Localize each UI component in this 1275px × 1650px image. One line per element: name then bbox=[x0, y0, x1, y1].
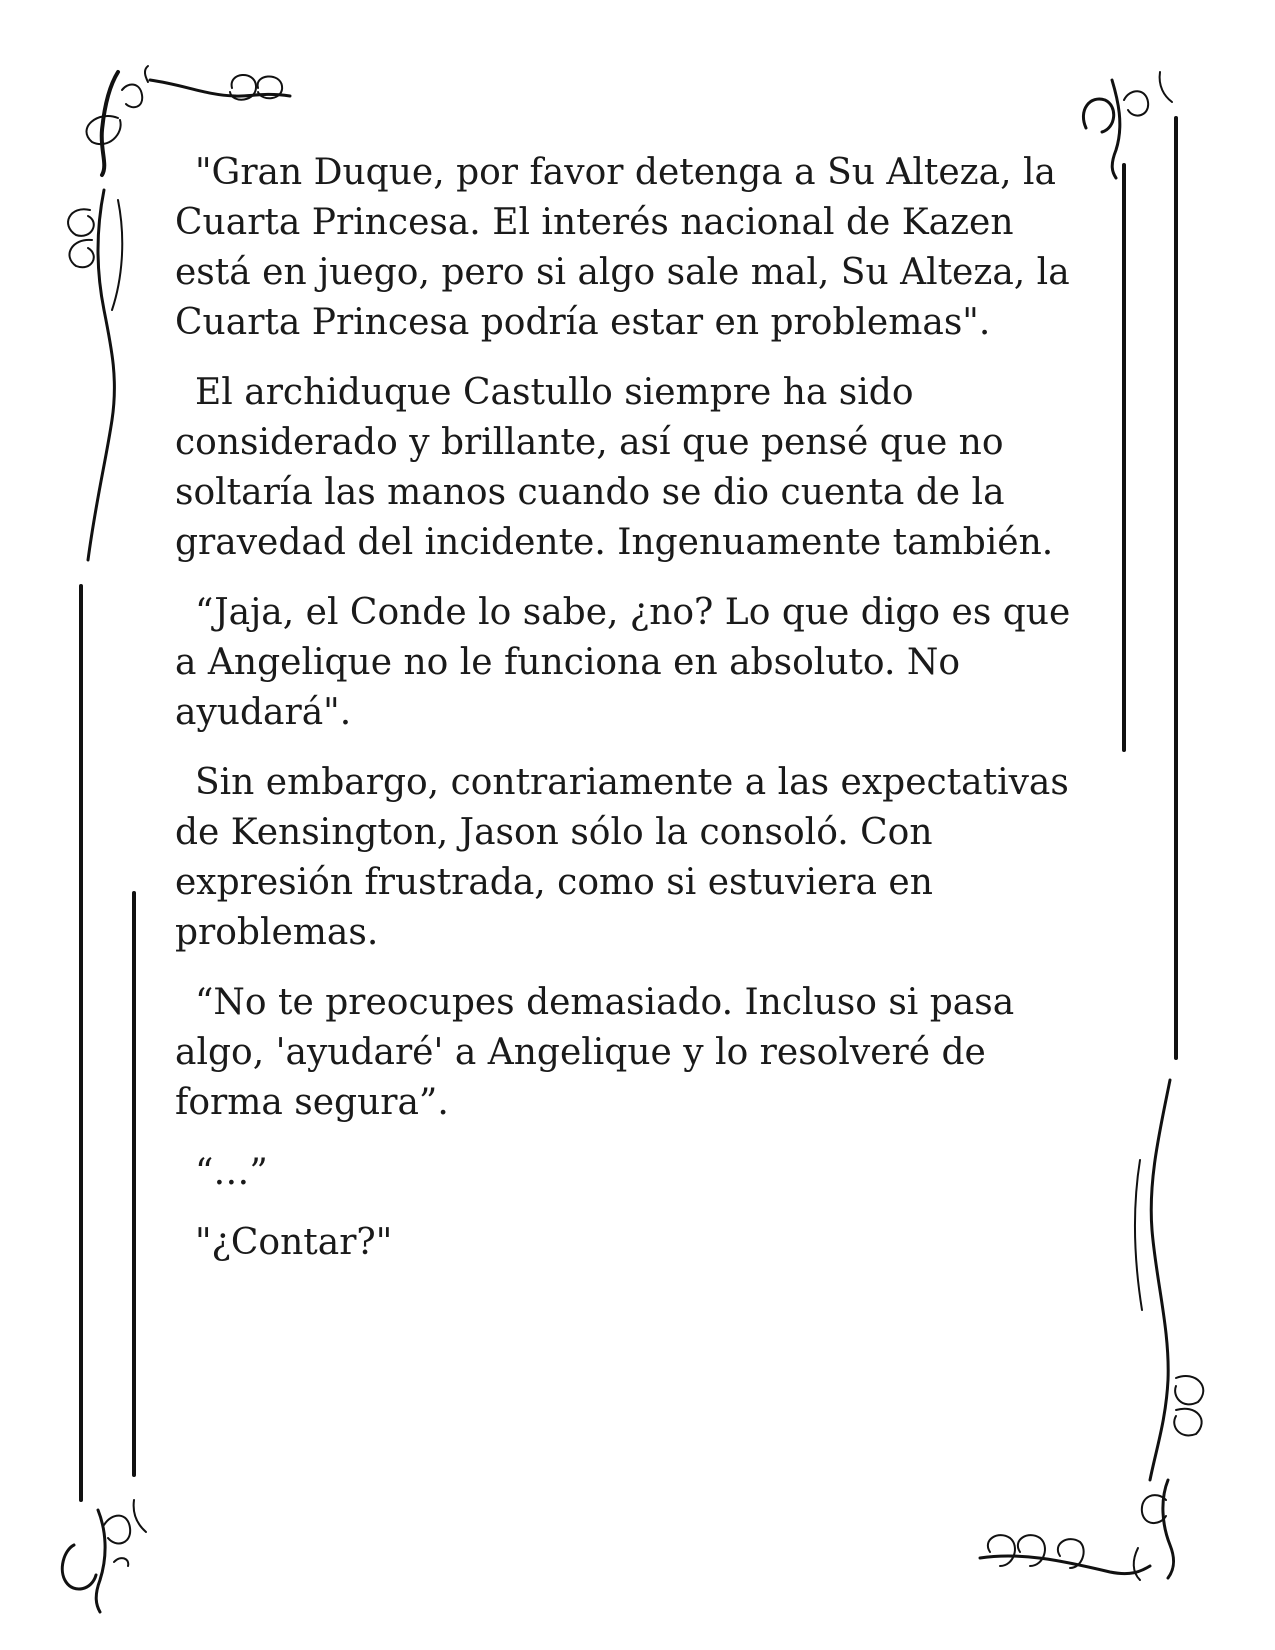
paragraph: El archiduque Castullo siempre ha sido considerado y brillante, así que pensé que no soltaría las manos cuando se dio cuenta de la gravedad del incidente. Ingenuamente también. bbox=[175, 372, 1054, 563]
top-right-flourish-icon bbox=[1083, 72, 1172, 178]
paragraph: "Gran Duque, por favor detenga a Su Alteza, la Cuarta Princesa. El interés nacional de Kazen está en juego, pero si algo sale mal, Su Alteza, la Cuarta Princesa podría estar en problemas". bbox=[175, 152, 1070, 343]
bottom-left-flourish-icon bbox=[62, 1500, 146, 1612]
paragraph: “Jaja, el Conde lo sabe, ¿no? Lo que digo es que a Angelique no le funciona en absoluto. No ayudará". bbox=[175, 592, 1071, 733]
paragraph: "¿Contar?" bbox=[195, 1222, 393, 1263]
paragraph: “No te preocupes demasiado. Incluso si pasa algo, 'ayudaré' a Angelique y lo resolveré de forma segura”. bbox=[175, 982, 1015, 1123]
paragraph: “…” bbox=[195, 1152, 268, 1193]
page-body-text bbox=[175, 148, 1095, 1288]
paragraph: Sin embargo, contrariamente a las expectativas de Kensington, Jason sólo la consoló. Con expresión frustrada, como si estuviera en problemas. bbox=[175, 762, 1069, 953]
